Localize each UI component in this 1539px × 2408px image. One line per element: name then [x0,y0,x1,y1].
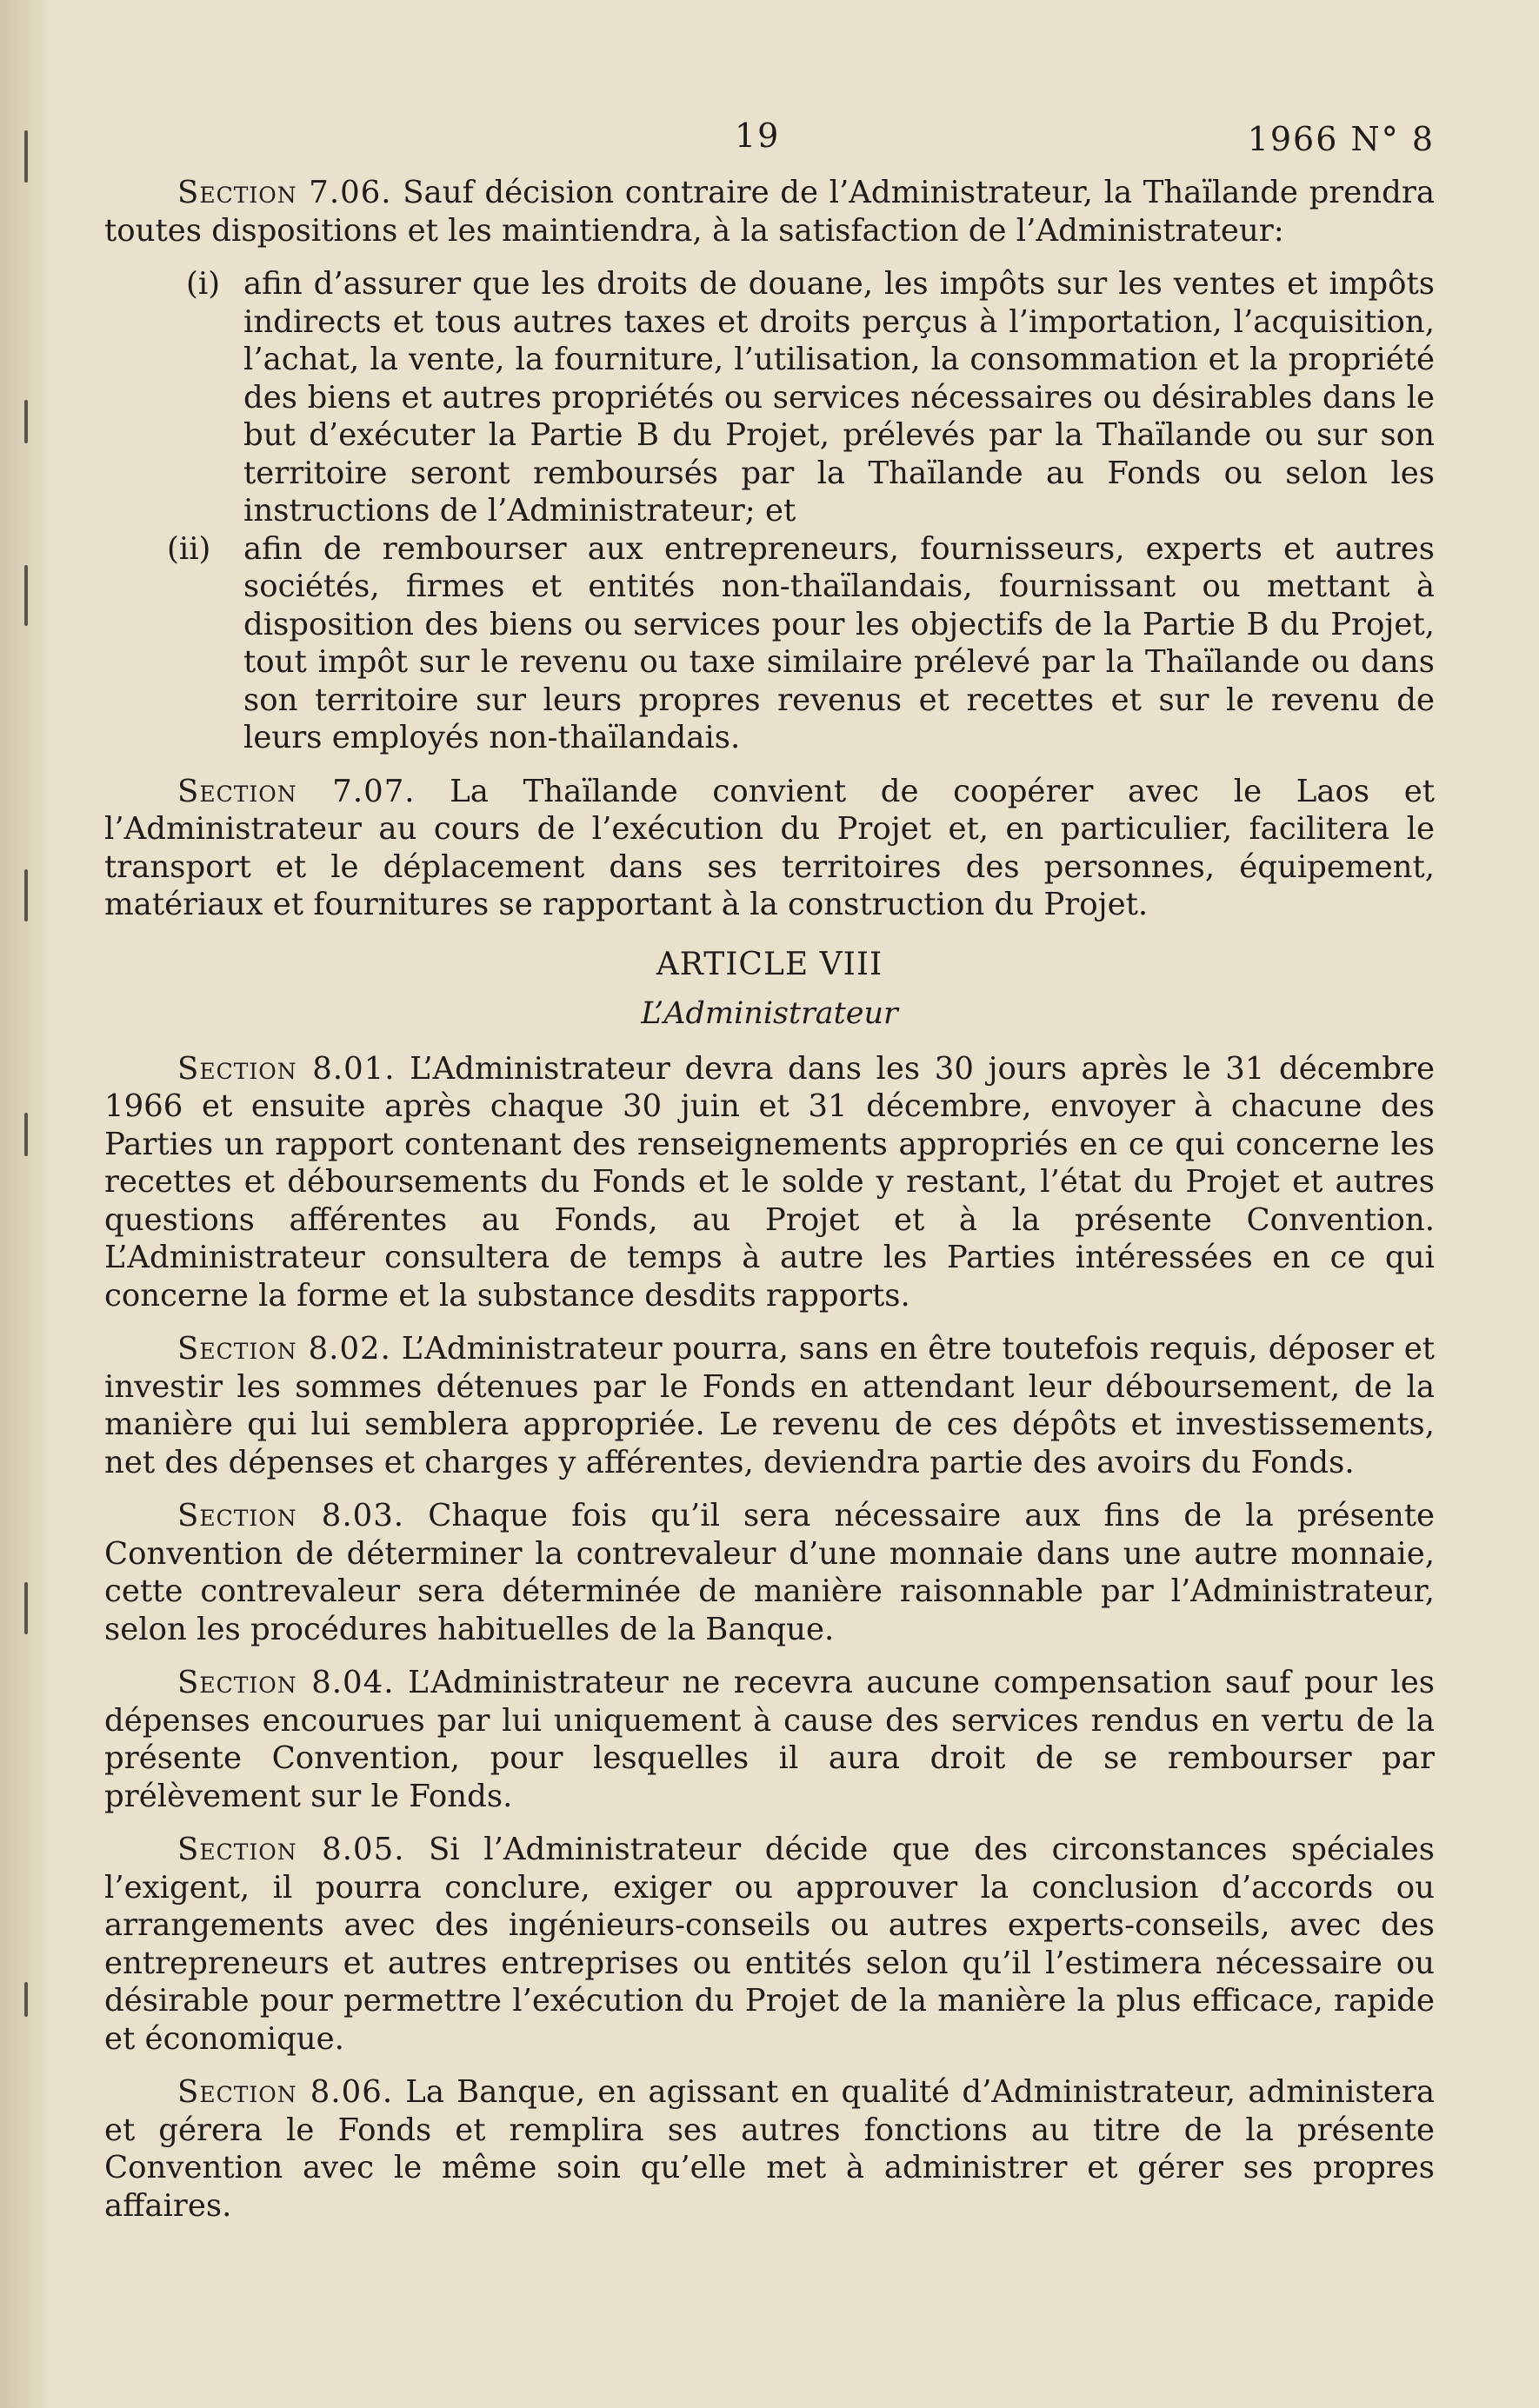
binding-mark [24,869,28,921]
section-label: Section 8.02. [177,1331,391,1367]
section-label: Section 7.07. [177,773,416,809]
section-label: Section 8.05. [177,1832,405,1867]
list-item-text: afin de rembourser aux entrepreneurs, fournisseurs, experts et autres sociétés, firmes et entités non-thaïlandais, fournissant ou mettant à disposition des biens ou services pour les objectifs de la Partie B du Projet, tout impôt sur le revenu ou taxe similaire prélevé par la Thaïlande ou dans son territoire sur leurs propres revenus et recettes et sur le revenu de leurs employés non-thaïlandais. [243,530,1435,755]
section-text: L’Administrateur ne recevra aucune compensation sauf pour les dépenses encourues par lui uniquement à cause des services rendus en vertu de la présente Convention, pour lesquelles il aura droit de se rembourser par prélèvement sur le Fonds. [104,1665,1436,1814]
treaty-reference: 1966 N° 8 [1247,120,1435,158]
article-subheading: L’Administrateur [641,995,898,1031]
enumerated-list [104,265,1435,757]
section-label: Section 8.06. [177,2074,394,2110]
section-paragraph [104,773,1435,924]
section-text: L’Administrateur devra dans les 30 jours après le 31 décembre 1966 et ensuite après chaque 30 juin et 31 décembre, envoyer à chacune des Parties un rapport contenant des renseignements appropriés en ce qui concerne les recettes et déboursements du Fonds et le solde y restant, l’état du Projet et autres questions afférentes au Fonds, au Projet et à la présente Convention. L’Administrateur consultera de temps à autre les Parties intéressées en ce qui concerne la forme et la substance desdits rapports. [104,1050,1435,1314]
list-item-text: afin d’assurer que les droits de douane, les impôts sur les ventes et impôts indirects et tous autres taxes et droits perçus à l’importation, l’acquisition, l’achat, la vente, la fourniture, l’utilisation, la consommation et la propriété des biens et autres propriétés ou services nécessaires ou désirables dans le but d’exécuter la Partie B du Projet, prélevés par la Thaïlande ou sur son territoire seront remboursés par la Thaïlande au Fonds ou selon les instructions de l’Administrateur; et [243,266,1435,529]
list-item [104,530,1435,757]
list-item [104,265,1435,530]
binding-mark [24,1113,28,1156]
binding-mark [24,130,28,183]
section-paragraph [104,1831,1435,2058]
section-paragraph [104,1050,1435,1315]
document-page [104,104,1435,2365]
section-label: Section 7.06. [177,175,392,210]
section-label: Section 8.03. [177,1498,405,1533]
section-label: Section 8.04. [177,1665,395,1700]
section-text: Sauf décision contraire de l’Administrateur, la Thaïlande prendra toutes dispositions et les maintiendra, à la satisfaction de l’Administrateur: [104,175,1435,249]
section-text: L’Administrateur pourra, sans en être toutefois requis, déposer et investir les sommes détenues par le Fonds en attendant leur déboursement, de la manière qui lui semblera appropriée. Le revenu de ces dépôts et investissements, net des dépenses et charges y afférentes, deviendra partie des avoirs du Fonds. [104,1331,1435,1480]
section-text: Chaque fois qu’il sera nécessaire aux fins de la présente Convention de déterminer la contrevaleur d’une monnaie dans une autre monnaie, cette contrevaleur sera déterminée de manière raisonnable par l’Administrateur, selon les procédures habituelles de la Banque. [104,1498,1435,1647]
binding-mark [24,565,28,626]
list-item-marker: (ii) [167,530,211,567]
article-heading: ARTICLE VIII [656,946,883,982]
section-text: Si l’Administrateur décide que des circonstances spéciales l’exigent, il pourra conclure, exiger ou approuver la conclusion d’accords ou arrangements avec des ingénieurs-conseils ou autres experts-conseils, avec des entrepreneurs et autres entreprises ou entités selon qu’il l’estimera nécessaire ou désirable pour permettre l’exécution du Projet de la manière la plus efficace, rapide et économique. [104,1832,1435,2057]
binding-mark [24,1982,28,2017]
section-text: La Thaïlande convient de coopérer avec le Laos et l’Administrateur au cours de l’exécution du Projet et, en particulier, facilitera le transport et le déplacement dans ses territoires des personnes, équipement, matériaux et fournitures se rapportant à la construction du Projet. [104,773,1435,922]
section-paragraph [104,2073,1435,2225]
section-paragraph [104,174,1435,249]
binding-mark [24,1582,28,1634]
list-item-marker: (i) [186,266,221,302]
section-text: La Banque, en agissant en qualité d’Administrateur, administera et gérera le Fonds et remplira ses autres fonctions au titre de la présente Convention avec le même soin qu’elle met à administrer et gérer ses propres affaires. [104,2074,1435,2224]
binding-mark [24,400,28,443]
section-paragraph [104,1497,1435,1648]
section-paragraph [104,1664,1435,1815]
page-header [104,104,1435,174]
section-label: Section 8.01. [177,1050,396,1087]
page-number: 19 [735,116,781,155]
section-paragraph [104,1330,1435,1481]
page-binding-edge [0,0,52,2408]
